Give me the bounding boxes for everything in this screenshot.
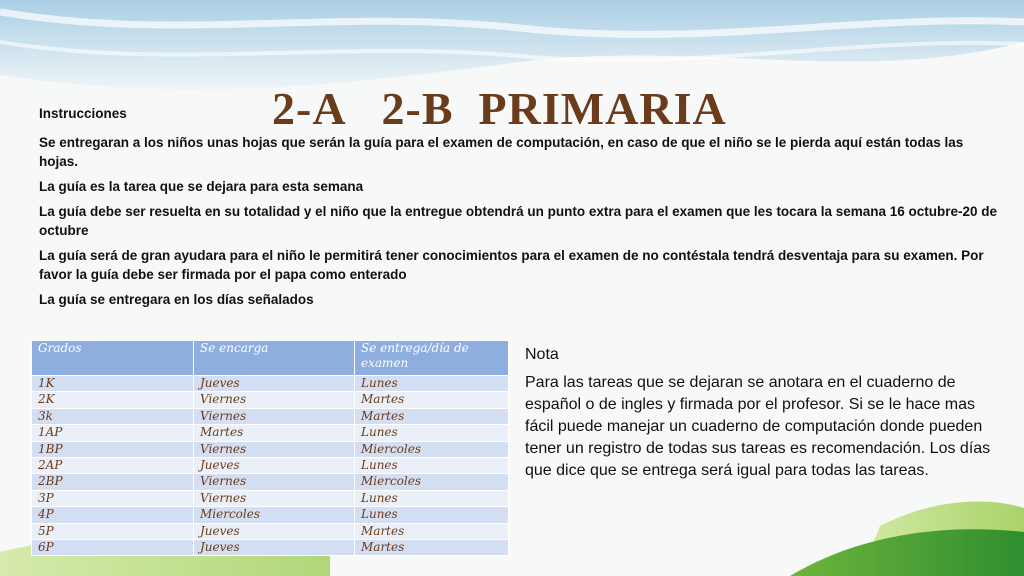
instruction-paragraph-2: La guía es la tarea que se dejara para esta semana xyxy=(39,179,364,194)
cell-encarga: Miercoles xyxy=(194,507,355,523)
cell-encarga: Jueves xyxy=(194,376,355,392)
cell-grado: 2AP xyxy=(32,457,194,473)
cell-grado: 6P xyxy=(32,539,194,555)
cell-entrega: Miercoles xyxy=(355,441,509,457)
instructions-heading: Instrucciones xyxy=(39,106,127,121)
table-row xyxy=(32,474,509,490)
note-block xyxy=(525,346,1003,482)
instruction-paragraph-1: Se entregaran a los niños unas hojas que serán la guía para el examen de computación, en caso de que el niño se le pierda aquí están todas las hojas. xyxy=(39,135,964,169)
table-row xyxy=(32,441,509,457)
table-row xyxy=(32,376,509,392)
cell-entrega: Miercoles xyxy=(355,474,509,490)
table-row xyxy=(32,408,509,424)
cell-encarga: Viernes xyxy=(194,441,355,457)
cell-grado: 3P xyxy=(32,490,194,506)
cell-entrega: Martes xyxy=(355,523,509,539)
schedule-table xyxy=(31,340,509,556)
table-row xyxy=(32,523,509,539)
cell-entrega: Lunes xyxy=(355,490,509,506)
cell-encarga: Viernes xyxy=(194,392,355,408)
cell-encarga: Viernes xyxy=(194,490,355,506)
instruction-paragraph-5: La guía se entregara en los días señalados xyxy=(39,292,314,307)
cell-grado: 2BP xyxy=(32,474,194,490)
cell-grado: 3k xyxy=(32,408,194,424)
cell-encarga: Martes xyxy=(194,425,355,441)
cell-encarga: Jueves xyxy=(194,539,355,555)
instruction-paragraph-3: La guía debe ser resuelta en su totalidad y el niño que la entregue obtendrá un punto extra para el examen que les tocara la semana 16 octubre-20 de octubre xyxy=(39,204,998,238)
cell-grado: 4P xyxy=(32,507,194,523)
cell-entrega: Lunes xyxy=(355,425,509,441)
cell-grado: 1BP xyxy=(32,441,194,457)
cell-entrega: Martes xyxy=(355,392,509,408)
table-row xyxy=(32,457,509,473)
table-header-row xyxy=(32,341,509,376)
cell-grado: 5P xyxy=(32,523,194,539)
cell-encarga: Viernes xyxy=(194,474,355,490)
cell-encarga: Viernes xyxy=(194,408,355,424)
table-row xyxy=(32,507,509,523)
cell-entrega: Martes xyxy=(355,539,509,555)
table-row xyxy=(32,425,509,441)
note-body: Para las tareas que se dejaran se anotara en el cuaderno de español o de ingles y firmada por el profesor. Si se le hace mas fácil puede manejar un cuaderno de computación donde pueden tener un registro de todas sus tareas es recomendación. Los días que dice que se entrega será igual para todas las tareas. xyxy=(525,374,991,479)
table-row xyxy=(32,392,509,408)
cell-encarga: Jueves xyxy=(194,523,355,539)
cell-entrega: Lunes xyxy=(355,457,509,473)
table-row xyxy=(32,539,509,555)
instruction-paragraph-4: La guía será de gran ayudara para el niño le permitirá tener conocimientos para el examen de no contéstala tendrá desventaja para su examen. Por favor la guía debe ser firmada por el papa como enterado xyxy=(39,248,984,282)
table-row xyxy=(32,490,509,506)
header-grados: Grados xyxy=(32,341,194,376)
instructions-block xyxy=(39,106,1004,315)
cell-grado: 1K xyxy=(32,376,194,392)
cell-grado: 2K xyxy=(32,392,194,408)
header-se-encarga: Se encarga xyxy=(194,341,355,376)
note-title: Nota xyxy=(525,346,559,363)
cell-encarga: Jueves xyxy=(194,457,355,473)
slide-title: 2-A 2-B PRIMARIA xyxy=(272,83,727,134)
cell-entrega: Lunes xyxy=(355,376,509,392)
header-se-entrega: Se entrega/día de examen xyxy=(355,341,509,376)
cell-grado: 1AP xyxy=(32,425,194,441)
cell-entrega: Lunes xyxy=(355,507,509,523)
cell-entrega: Martes xyxy=(355,408,509,424)
